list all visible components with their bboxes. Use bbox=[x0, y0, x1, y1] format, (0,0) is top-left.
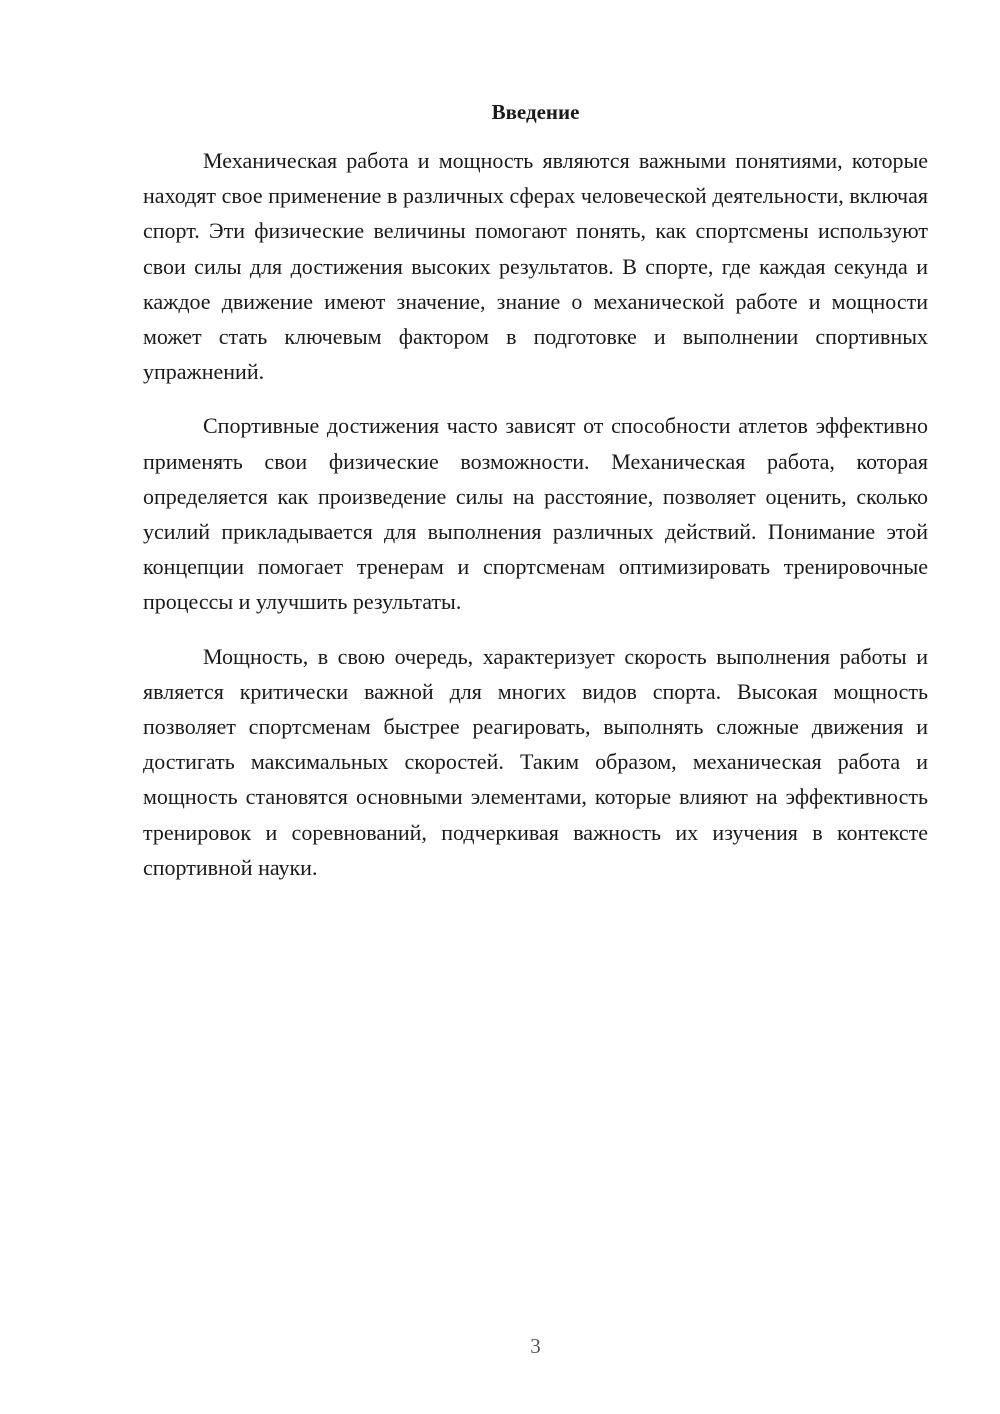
paragraph-1: Механическая работа и мощность являются важными понятиями, которые находят свое применение в различных сферах человеческой деятельности, включая спорт. Эти физические величины помогают понять, как спортсмены используют свои силы для достижения высоких результатов. В спорте, где каждая секунда и каждое движение имеют значение, знание о механической работе и мощности может стать ключевым фактором в подготовке и выполнении спортивных упражнений. bbox=[143, 148, 928, 385]
paragraph-2: Спортивные достижения часто зависят от способности атлетов эффективно применять свои физические возможности. Механическая работа, которая определяется как произведение силы на расстояние, позволяет оценить, сколько усилий прикладывается для выполнения различных действий. Понимание этой концепции помогает тренерам и спортсменам оптимизировать тренировочные процессы и улучшить результаты. bbox=[143, 413, 928, 615]
body-text bbox=[143, 143, 928, 904]
section-heading: Введение bbox=[491, 100, 580, 124]
page-number: 3 bbox=[530, 1334, 541, 1358]
paragraph-3: Мощность, в свою очередь, характеризует скорость выполнения работы и является критически важной для многих видов спорта. Высокая мощность позволяет спортсменам быстрее реагировать, выполнять сложные движения и достигать максимальных скоростей. Таким образом, механическая работа и мощность становятся основными элементами, которые влияют на эффективность тренировок и соревнований, подчеркивая важность их изучения в контексте спортивной науки. bbox=[143, 643, 928, 880]
